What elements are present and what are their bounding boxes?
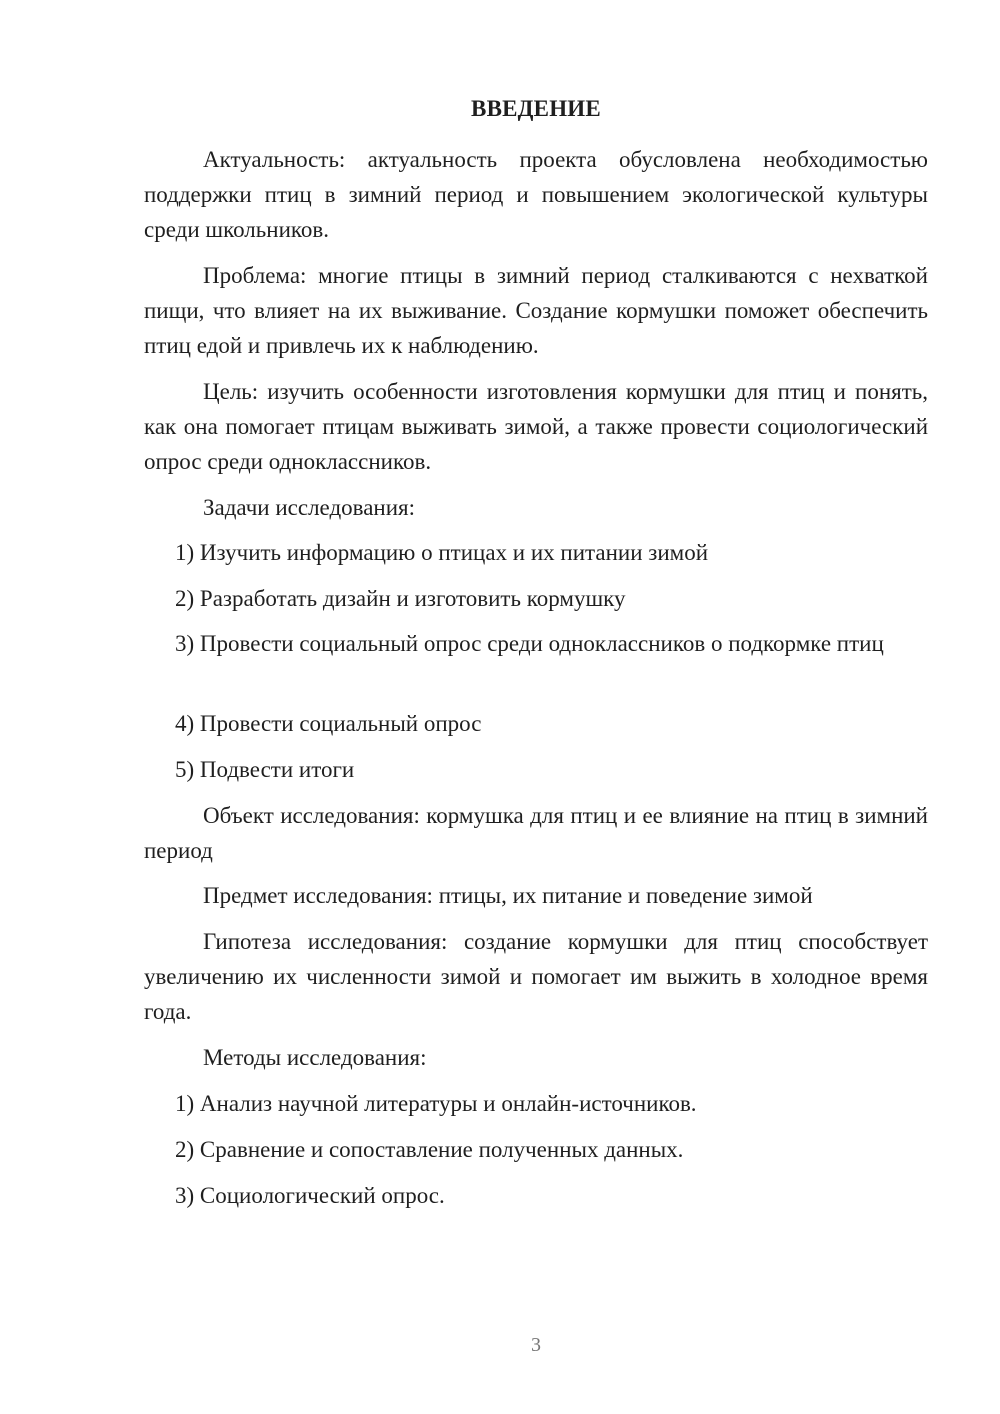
method-item: 1) Анализ научной литературы и онлайн-источников. <box>175 1091 697 1116</box>
object-paragraph: Объект исследования: кормушка для птиц и ее влияние на птиц в зимний период <box>144 803 928 863</box>
hypothesis-paragraph: Гипотеза исследования: создание кормушки для птиц способствует увеличению их численности зимой и помогает им выжить в холодное время года. <box>144 929 928 1024</box>
tasks-heading: Задачи исследования: <box>203 495 416 520</box>
methods-heading: Методы исследования: <box>203 1045 427 1070</box>
page-number: 3 <box>531 1334 541 1356</box>
task-item: 1) Изучить информацию о птицах и их питании зимой <box>175 540 709 565</box>
task-item: 3) Провести социальный опрос среди одноклассников о подкормке птиц <box>175 631 884 656</box>
task-item: 2) Разработать дизайн и изготовить кормушку <box>175 586 626 611</box>
task-item: 5) Подвести итоги <box>175 757 355 782</box>
task-item: 4) Провести социальный опрос <box>175 711 482 736</box>
method-item: 3) Социологический опрос. <box>175 1183 445 1208</box>
goal-paragraph: Цель: изучить особенности изготовления кормушки для птиц и понять, как она помогает птицам выживать зимой, а также провести социологический опрос среди одноклассников. <box>144 379 928 474</box>
problem-paragraph: Проблема: многие птицы в зимний период сталкиваются с нехваткой пищи, что влияет на их выживание. Создание кормушки поможет обеспечить птиц едой и привлечь их к наблюдению. <box>144 263 928 358</box>
subject-paragraph: Предмет исследования: птицы, их питание и поведение зимой <box>203 883 813 908</box>
relevance-paragraph: Актуальность: актуальность проекта обусловлена необходимостью поддержки птиц в зимний период и повышением экологической культуры среди школьников. <box>144 147 928 242</box>
page-title: ВВЕДЕНИЕ <box>471 96 601 121</box>
method-item: 2) Сравнение и сопоставление полученных данных. <box>175 1137 684 1162</box>
